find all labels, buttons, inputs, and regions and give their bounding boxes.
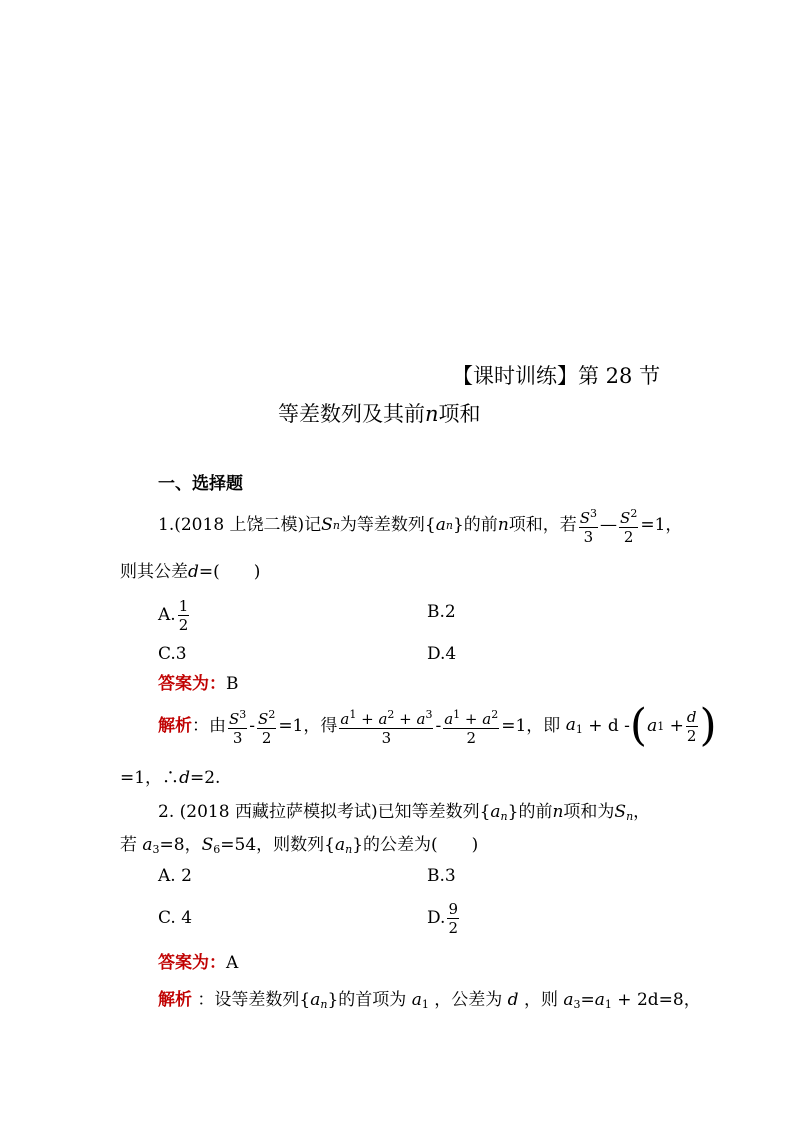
fraction-s3-over-3: $\frac{S^3}{3}$ xyxy=(579,506,598,546)
question-1-line-1: 1. (2018 上饶二模)记 S n 为等差数列{ a n }的前 n 项和，若 $\frac{S^3}{3}$ — $\frac{S^2}{2}$ =1， xyxy=(158,506,683,546)
q1-answer: 答案为：B xyxy=(158,674,239,694)
q1-option-a: A. $\frac{1}{2}$ xyxy=(158,596,189,634)
q1-option-b: B.2 xyxy=(427,602,456,622)
fraction-s2-over-2: $\frac{S^2}{2}$ xyxy=(620,506,638,546)
q1-analysis: 解析 ：由 $\frac{S^3}{3}$ - $\frac{S^2}{2}$ =1，得 $\frac{a^1 + a^2 + a^3}{3}$ - $\frac{a^1 + a^2}{2}$ =1，即 $a_1$ + d - ( a 1 + $\frac{d}{2}$ ) xyxy=(158,700,717,752)
q2-option-c: C. 4 xyxy=(158,908,193,928)
q2-analysis: 解析 ：设等差数列$\{a_n\}$的首项为 $a_1$ ，公差为 d ，则 $a_3=a_1 + 2d=8$， xyxy=(158,990,701,1011)
q1-analysis-line-2: =1，∴d=2. xyxy=(120,768,221,788)
section-heading: 一、选择题 xyxy=(158,474,243,494)
question-2-line-2: 若 $a_3=8$，$S_6=54$，则数列$\{a_n\}$的公差为( ) xyxy=(120,835,479,856)
q1-option-c: C.3 xyxy=(158,644,187,664)
question-1-line-2: 则其公差d=( ) xyxy=(120,562,261,582)
page-subtitle: 等差数列及其前n项和 xyxy=(278,402,481,426)
q2-answer: 答案为：A xyxy=(158,953,239,973)
q1-option-d: D.4 xyxy=(427,644,457,664)
q2-option-a: A. 2 xyxy=(158,866,192,886)
q2-option-d: D. $\frac{9}{2}$ xyxy=(427,899,458,937)
question-2-line-1: 2. (2018 西藏拉萨模拟考试)已知等差数列$\{a_n\}$的前n项和为$S_n$， xyxy=(158,802,651,823)
page-title: 【课时训练】第 28 节 xyxy=(452,364,661,388)
q2-option-b: B.3 xyxy=(427,866,456,886)
